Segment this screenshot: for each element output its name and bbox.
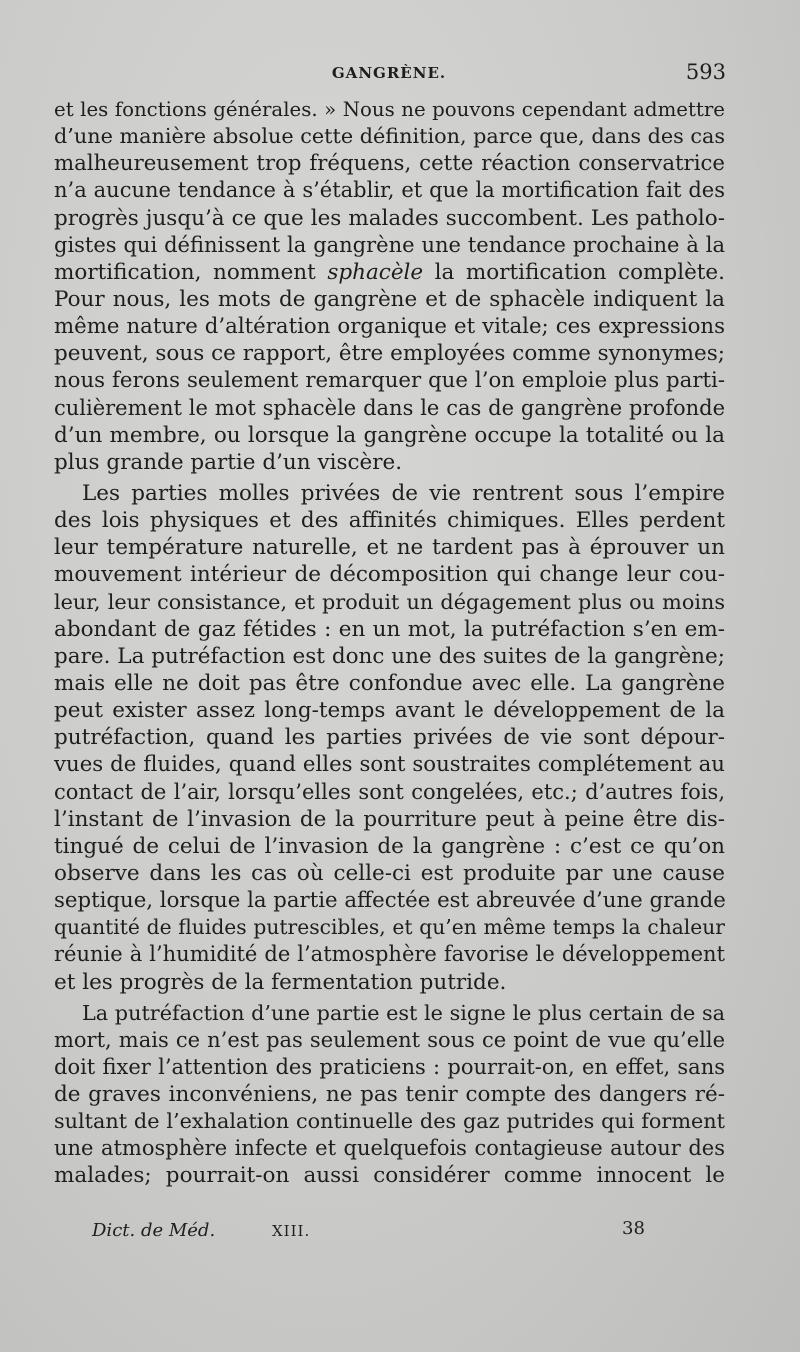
footer-signature: 38 (622, 1218, 645, 1239)
body-text (54, 96, 725, 1190)
text-line: leur température naturelle, et ne tardent pas à éprouver un (54, 535, 725, 561)
text-line: putréfaction, quand les parties privées de vie sont dépour- (54, 725, 725, 751)
text-line: et les progrès de la fermentation putride. (54, 969, 507, 995)
page-number: 593 (685, 60, 726, 84)
text-line: doit fixer l’attention des praticiens : pourrait-on, en effet, sans (54, 1054, 725, 1079)
text-line: gistes qui définissent la gangrène une tendance prochaine à la (54, 232, 725, 257)
text-line: vues de fluides, quand elles sont soustraites complétement au (54, 752, 725, 778)
text-line: tingué de celui de l’invasion de la gangrène : c’est ce qu’on (54, 833, 725, 859)
text-line: La putréfaction d’une partie est le signe le plus certain de sa (82, 1000, 725, 1025)
text-line: n’a aucune tendance à s’établir, et que la mortification fait des (54, 178, 725, 203)
running-title: GANGRÈNE. (331, 64, 447, 82)
text-line: d’une manière absolue cette définition, parce que, dans des cas (54, 124, 726, 149)
text-line: même nature d’altération organique et vitale; ces expressions (54, 314, 725, 340)
text-line: plus grande partie d’un viscère. (54, 449, 403, 475)
text-line: progrès jusqu’à ce que les malades succombent. Les patholo- (54, 205, 725, 231)
running-head (52, 60, 726, 90)
text-line: nous ferons seulement remarquer que l’on emploie plus parti- (54, 368, 725, 394)
text-line: mais elle ne doit pas être confondue avec elle. La gangrène (54, 670, 725, 696)
text-line: pare. La putréfaction est donc une des suites de la gangrène; (54, 643, 725, 669)
text-line: culièrement le mot sphacèle dans le cas de gangrène profonde (54, 395, 725, 420)
text-line: sultant de l’exhalation continuelle des gaz putrides qui forment (54, 1109, 725, 1134)
text-line: malades; pourrait-on aussi considérer comme innocent le (54, 1163, 725, 1189)
footer-source: Dict. de Méd. (92, 1220, 216, 1241)
text-line: Pour nous, les mots de gangrène et de sphacèle indiquent la (54, 286, 725, 312)
text-line: quantité de fluides putrescibles, et qu’en même temps la chaleur (54, 915, 725, 940)
emphasis-term: sphacèle (327, 259, 424, 285)
text-line: leur, leur consistance, et produit un dégagement plus ou moins (54, 589, 725, 614)
text-line: réunie à l’humidité de l’atmosphère favorise le développement (54, 942, 725, 967)
text-line: et les fonctions générales. » Nous ne pouvons cependant admettre (54, 98, 725, 121)
text-line: de graves inconvéniens, ne pas tenir compte des dangers ré- (54, 1082, 725, 1108)
text-line: des lois physiques et des affinités chimiques. Elles perdent (54, 508, 725, 534)
text-line: l’instant de l’invasion de la pourriture peut à peine être dis- (54, 806, 725, 832)
footer-volume: XIII. (272, 1222, 311, 1240)
text-line: mortification, nomment sphacèle la mortification complète. (54, 259, 725, 285)
page-footer (54, 1218, 725, 1248)
text-line: peuvent, sous ce rapport, être employées comme synonymes; (54, 341, 725, 367)
text-line: Les parties molles privées de vie rentrent sous l’empire (82, 480, 725, 506)
text-line: contact de l’air, lorsqu’elles sont congelées, etc.; d’autres fois, (54, 779, 725, 804)
text-line: observe dans les cas où celle-ci est produite par une cause (54, 860, 725, 886)
text-line: d’un membre, ou lorsque la gangrène occupe la totalité ou la (54, 422, 725, 448)
text-line: peut exister assez long-temps avant le développement de la (54, 698, 725, 724)
text-line: septique, lorsque la partie affectée est abreuvée d’une grande (54, 888, 726, 914)
text-line: une atmosphère infecte et quelquefois contagieuse autour des (54, 1136, 725, 1161)
text-line: abondant de gaz fétides : en un mot, la putréfaction s’en em- (54, 616, 725, 642)
text-line: malheureusement trop fréquens, cette réaction conservatrice (54, 151, 725, 177)
text-line: mouvement intérieur de décomposition qui change leur cou- (54, 562, 725, 588)
text-line: mort, mais ce n’est pas seulement sous ce point de vue qu’elle (54, 1027, 725, 1052)
